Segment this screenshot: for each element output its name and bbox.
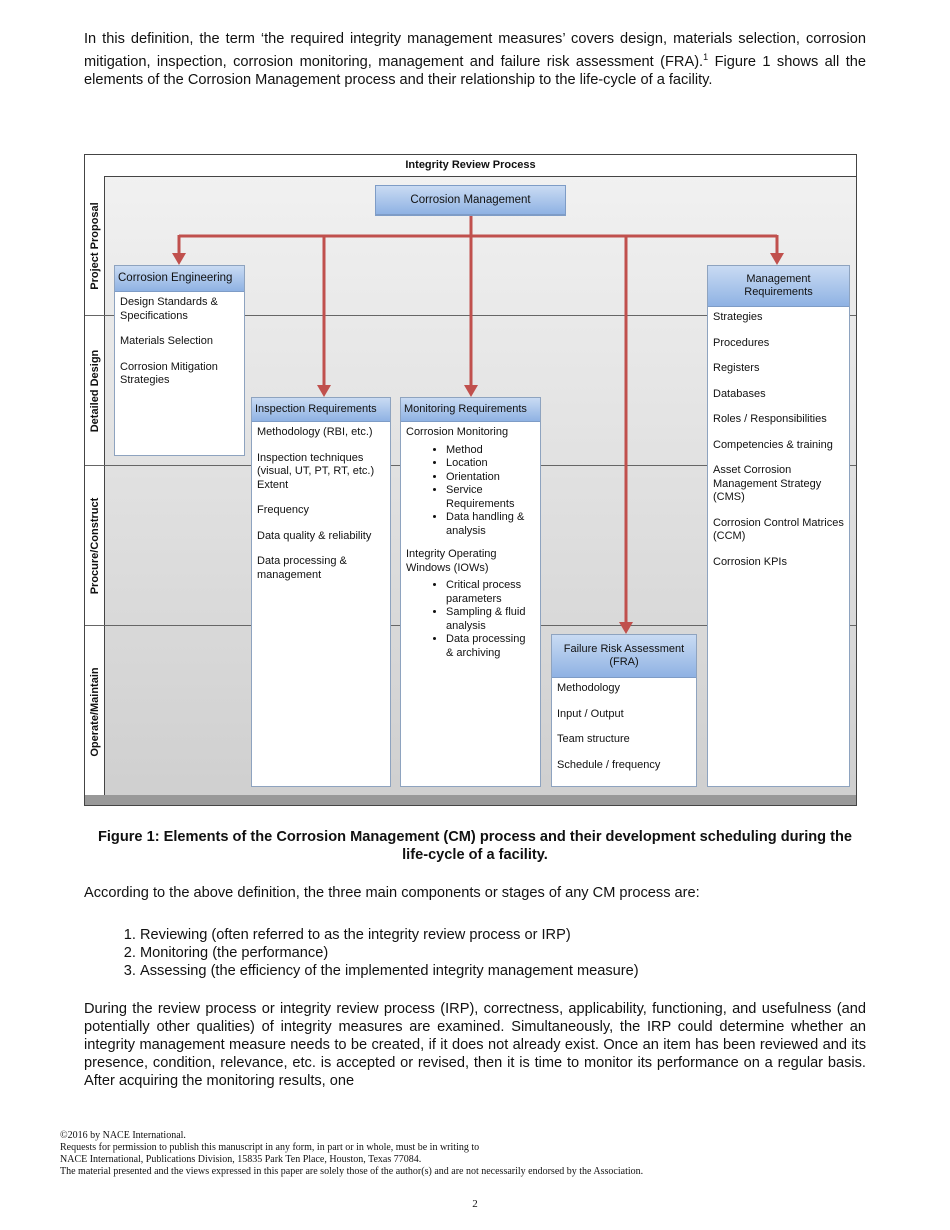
lane-label: Project Proposal [88, 201, 101, 290]
list-intro: According to the above definition, the three main components or stages of any CM process are: [84, 885, 700, 901]
footer-line: Requests for permission to publish this manuscript in any form, in part or in whole, must be in writing to [60, 1142, 480, 1153]
footer-line: ©2016 by NACE International. [60, 1130, 186, 1141]
monitoring-requirements-box: Monitoring Requirements Corrosion Monitoring • Method • Location • Orientation • Service Requirements • Data handling & analysis Integrity Operating Windows (IOWs) • Critical process parameters • Sampling & fluid analysis • Data processing & archiving [400, 397, 541, 787]
lane-label: Detailed Design [88, 349, 101, 432]
page-number: 2 [472, 1198, 478, 1210]
body-paragraph: During the review process or integrity review process (IRP), correctness, applicability, functioning, and usefulness (and potentially other qualities) of integrity measures are examined. Simultaneously, the IRP could determine whether an integrity management measure needs to be created, if it does not already exist. Once an item has been reviewed and its presence, condition, relevance, etc. is accepted or revised, then it is time to monitor its performance on a regular basis. After acquiring the monitoring results, one [84, 1001, 866, 1089]
figure-title: Integrity Review Process [85, 155, 856, 177]
lane-label: Operate/Maintain [88, 666, 101, 757]
corrosion-management-box: Corrosion Management [375, 185, 566, 216]
lane-label: Procure/Construct [88, 497, 101, 594]
footer-line: NACE International, Publications Division, 15835 Park Ten Place, Houston, Texas 77084. [60, 1154, 422, 1165]
components-list [104, 926, 639, 980]
inspection-requirements-box: Inspection Requirements Methodology (RBI, etc.) Inspection techniques (visual, UT, PT, RT, etc.) Extent Frequency Data quality & reliability Data processing & management [251, 397, 391, 787]
list-item: 1. Reviewing (often referred to as the integrity review process or IRP) [140, 926, 639, 944]
footer [60, 1130, 890, 1178]
figure-caption: Figure 1: Elements of the Corrosion Management (CM) process and their development scheduling during the life-cycle of a facility. [97, 829, 853, 863]
list-item: 3. Assessing (the efficiency of the implemented integrity management measure) [140, 962, 639, 980]
footer-line: The material presented and the views expressed in this paper are solely those of the author(s) and are not necessarily endorsed by the Association. [60, 1166, 644, 1177]
fra-box: Failure Risk Assessment (FRA) Methodology Input / Output Team structure Schedule / frequency [551, 634, 697, 787]
figure-diagram [84, 154, 857, 806]
corrosion-engineering-box: Corrosion Engineering Design Standards & Specifications Materials Selection Corrosion Mitigation Strategies [114, 265, 245, 456]
management-requirements-box: Management Requirements Strategies Procedures Registers Databases Roles / Responsibilities Competencies & training Asset Corrosion Management Strategy (CMS) Corrosion Control Matrices (CCM) Corrosion KPIs [707, 265, 850, 787]
list-item: 2. Monitoring (the performance) [140, 944, 639, 962]
intro-paragraph: In this definition, the term ‘the required integrity management measures’ covers design, materials selection, corrosion mitigation, inspection, corrosion monitoring, management and failure risk assessment (FRA).$^1$ Figure 1 shows all the elements of the Corrosion Management process and their relationship to the life-cycle of a facility. [84, 31, 866, 88]
